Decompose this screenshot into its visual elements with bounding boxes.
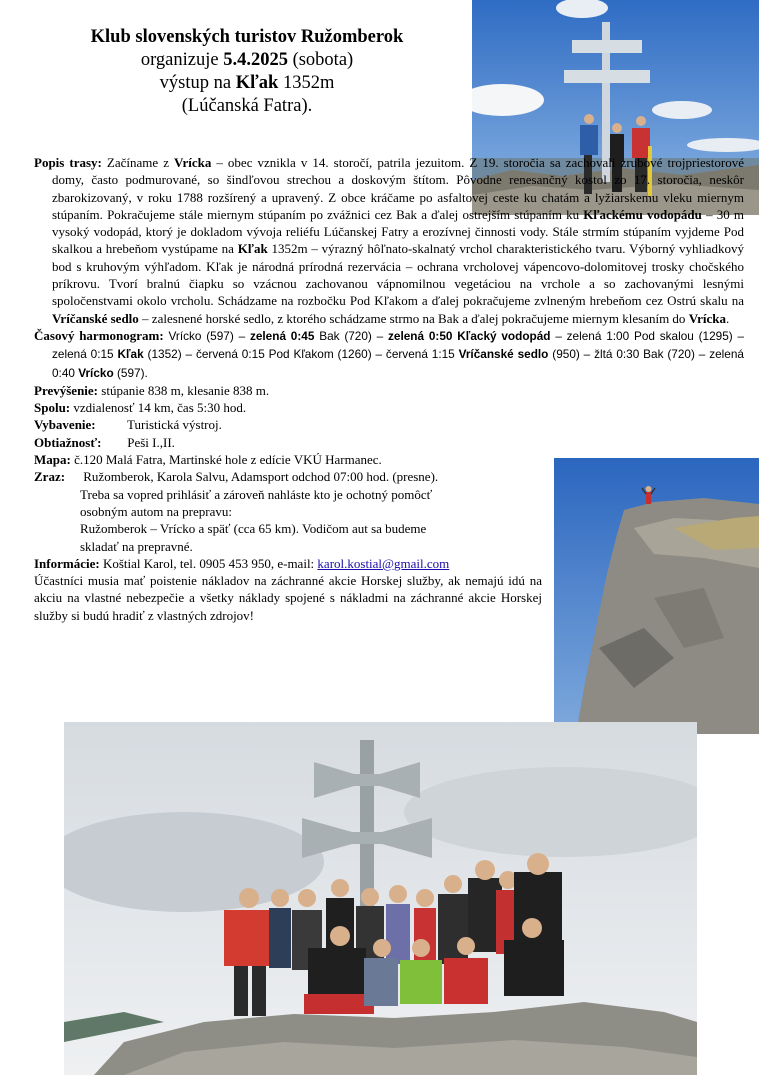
ascent-line: výstup na Kľak 1352m <box>159 73 335 93</box>
gear-info: Vybavenie: Turistická výstroj. <box>34 417 222 433</box>
peak-name: Kľak <box>235 73 279 93</box>
place-vricko-end: Vrícka <box>688 310 726 326</box>
place-klak: Kľak <box>237 241 268 257</box>
organizes-line: organizuje 5.4.2025 (sobota) <box>140 50 354 70</box>
club-name: Klub slovenských turistov Ružomberok <box>90 27 404 47</box>
meeting-info: Zraz: Ružomberok, Karola Salvu, Adamsport odchod 07:00 hod. (presne). Treba sa vopred prihlásiť a zároveň nahláste kto je ochotný pomôcť osobným autom na prepravu: Ružomberok – Vrícko a späť (cca 65 km). Vodičom aut sa budeme skladať na prepravné. <box>34 469 439 554</box>
event-details <box>34 154 745 624</box>
place-saddle: Vríčanské sedlo <box>52 310 139 326</box>
map-info: Mapa: č.120 Malá Fatra, Martinské hole z edície VKÚ Harmanec. <box>34 452 382 468</box>
group-summit-photo <box>64 722 697 1075</box>
event-header <box>40 26 454 118</box>
insurance-disclaimer: Účastníci musia mať poistenie nákladov na záchranné akcie Horskej služby, ak nemajú idú na akciu na vlastné nebezpečie a všetky náklady spojené s nákladmi na záchranné akcie Horskej služby si budú hradiť z vlastných zdrojov! <box>34 573 542 623</box>
email-link[interactable]: karol.kostial@gmail.com <box>317 555 450 571</box>
mountain-range: (Lúčanská Fatra). <box>181 96 313 116</box>
difficulty-info: Obtiažnosť: Peši I.,II. <box>34 434 175 450</box>
event-date: 5.4.2025 <box>223 50 288 70</box>
elevation-info: Prevýšenie: stúpanie 838 m, klesanie 838 m. <box>34 382 270 398</box>
event-day: (sobota) <box>292 50 354 70</box>
place-vricko: Vrícka <box>174 155 212 170</box>
route-description: Popis trasy: Začíname z Vrícka – obec vznikla v 14. storočí, patrila jezuitom. Z 19. storočia sa zachovali zrubové trojpriestorové domy, často podmurované, so šindľovou strechou a doskovým štítom. Pôvodne renesančný kostol zo 17. storočia, neskôr zbarokizovaný, v roku 1788 rozšírený a upravený. Z obce kráčame po asfaltovej ceste ku chatám a lyžiarskemu vleku miernym stúpaním. Pokračujeme stále miernym stúpaním po zvážnici cez Bak a ďalej ostrejším stúpaním ku Kľackému vodopádu – 30 m vysoký vodopád, ktorý je dokladom vývoja reliéfu Lúčanskej Fatry a erozívnej činnosti vody. Stále strmím stúpaním vyjdeme Pod skalkou a hrebeňom vystúpame na Kľak 1352m – výrazný hôľnato-skalnatý vrchol charakteristického tvaru. Výborný vyhliadkový bod s kruhovým výhľadom. Kľak je národná prírodná rezervácia – ochrana vrcholovej vápencovo-dolomitovej trosky chočského príkrovu. Tvorí bralnú čiapku so vzácnou zachovanou vápnomilnou vegetáciou na vrchole a so zachovanými lesnými spoločenstvami okolo vrcholu. Schádzame na rozbočku Pod Kľakom a ďalej pokračujeme zvlneným hrebeňom cez Ostrú skalu na Vríčanské sedlo – zalesnené horské sedlo, z ktorého schádzame strmo na Bak a ďalej pokračujeme miernym klesaním do Vrícka. <box>34 155 745 326</box>
time-schedule: Časový harmonogram: Vrícko (597) – zelená 0:45 Bak (720) – zelená 0:50 Kľacký vodopád – zelená 1:00 Pod skalou (1295) – zelená 0:15 Kľak (1352) – červená 0:15 Pod Kľakom (1260) – červená 1:15 Vríčanské sedlo (950) – žltá 0:30 Bak (720) – zelená 0:40 Vrícko (597). <box>34 327 745 380</box>
total-info: Spolu: vzdialenosť 14 km, čas 5:30 hod. <box>34 400 247 416</box>
peak-elevation: 1352m <box>282 73 335 93</box>
place-waterfall: Kľackému vodopádu <box>583 206 702 222</box>
contact-info: Informácie: Koštial Karol, tel. 0905 453 950, e-mail: karol.kostial@gmail.com <box>34 555 450 571</box>
